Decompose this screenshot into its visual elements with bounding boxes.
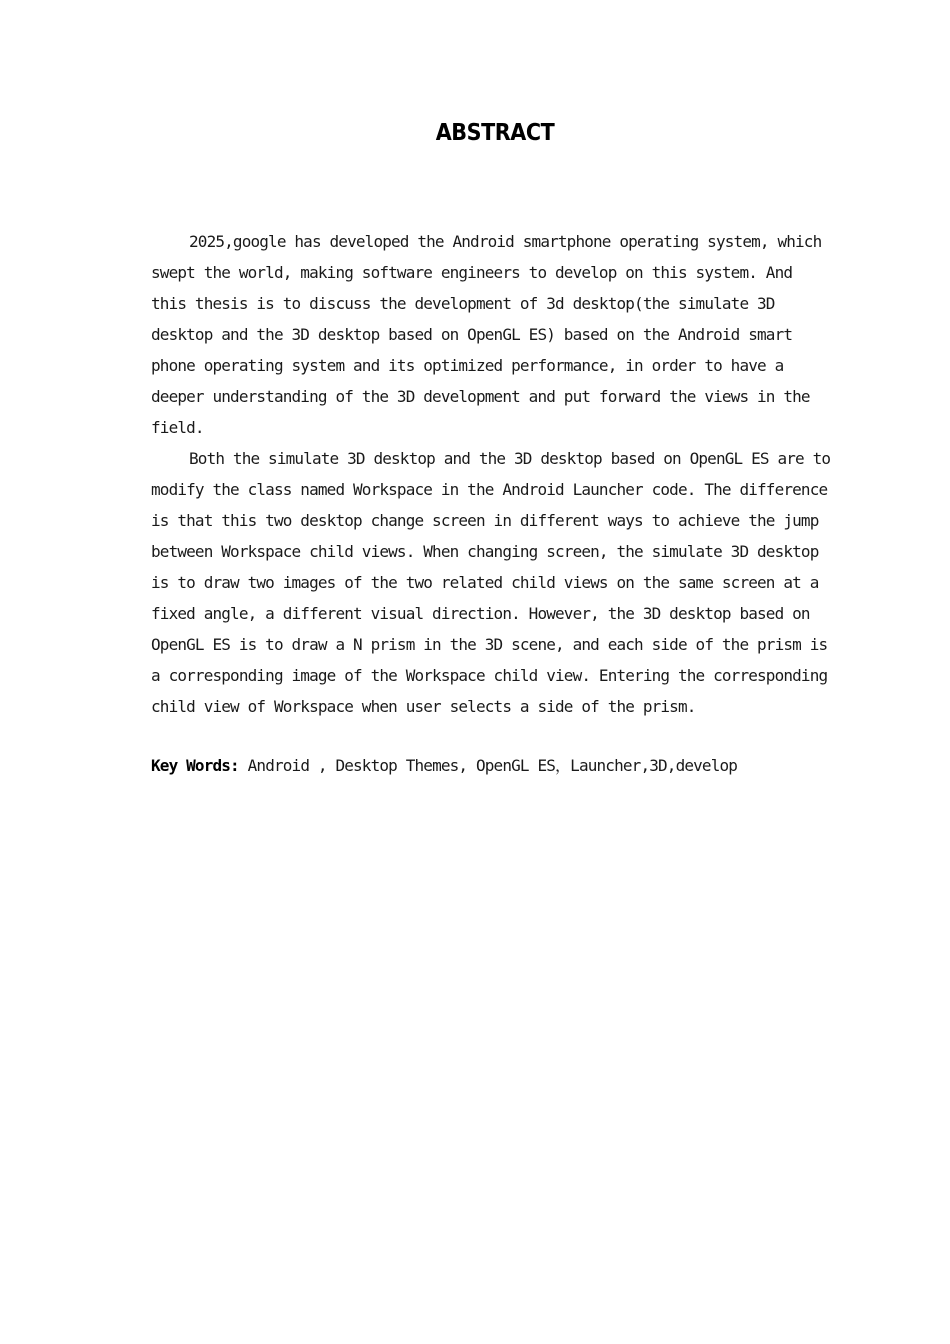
- keywords-line: [151, 750, 737, 781]
- text-line: child view of Workspace when user selects a side of the prism.: [151, 697, 696, 716]
- text-line: is that this two desktop change screen in different ways to achieve the jump: [151, 511, 819, 530]
- text-line: 2025,google has developed the Android smartphone operating system, which: [189, 232, 822, 251]
- text-line: OpenGL ES is to draw a N prism in the 3D scene, and each side of the prism is: [151, 635, 828, 654]
- text-line: phone operating system and its optimized performance, in order to have a: [151, 356, 784, 375]
- text-line: is to draw two images of the two related child views on the same screen at a: [151, 573, 819, 592]
- text-line: this thesis is to discuss the development of 3d desktop(the simulate 3D: [151, 294, 775, 313]
- text-line: swept the world, making software engineers to develop on this system. And: [151, 263, 793, 282]
- text-line: desktop and the 3D desktop based on OpenGL ES) based on the Android smart: [151, 325, 793, 344]
- text-line: a corresponding image of the Workspace child view. Entering the corresponding: [151, 666, 828, 685]
- paragraph-2: [113, 443, 873, 722]
- text-line: field.: [151, 418, 204, 437]
- text-line: fixed angle, a different visual direction. However, the 3D desktop based on: [151, 604, 810, 623]
- text-line: deeper understanding of the 3D development and put forward the views in the: [151, 387, 810, 406]
- keywords-value: Android , Desktop Themes, OpenGL ES，Launcher,3D,develop: [238, 756, 738, 775]
- abstract-body: [113, 226, 873, 722]
- paragraph-1: [113, 226, 873, 443]
- text-line: Both the simulate 3D desktop and the 3D desktop based on OpenGL ES are to: [189, 449, 831, 468]
- text-line: modify the class named Workspace in the Android Launcher code. The difference: [151, 480, 828, 499]
- abstract-title: ABSTRACT: [435, 120, 555, 146]
- text-line: between Workspace child views. When changing screen, the simulate 3D desktop: [151, 542, 819, 561]
- keywords-label: Key Words:: [151, 756, 239, 775]
